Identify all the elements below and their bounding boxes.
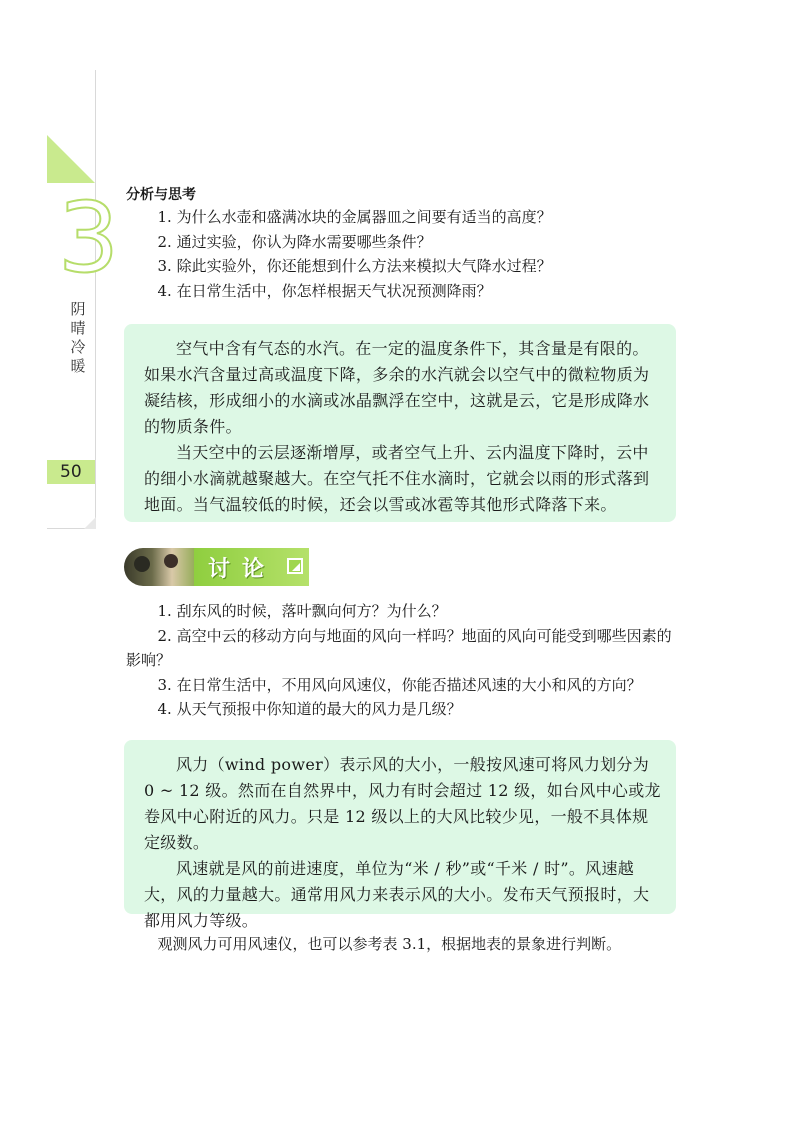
list-item: 1. 为什么水壶和盛满冰块的金属器皿之间要有适当的高度？ (157, 208, 552, 226)
list-item: 2. 通过实验，你认为降水需要哪些条件？ (157, 232, 432, 251)
closing-paragraph: 观测风力可用风速仪，也可以参考表 3.1，根据地表的景象进行判断。 (157, 935, 622, 953)
discussion-label: 讨论 (208, 557, 277, 582)
list-item: 3. 除此实验外，你还能想到什么方法来模拟大气降水过程？ (157, 257, 552, 275)
corner-arrow-icon (287, 558, 303, 574)
page-fold-decoration (47, 508, 95, 529)
chapter-number: 3 (58, 182, 120, 294)
info-box-precipitation (124, 324, 676, 522)
corner-triangle-decoration (47, 135, 95, 183)
margin-rule (95, 70, 96, 525)
analysis-question-list (126, 205, 686, 303)
info-paragraph: 风力（wind power）表示风的大小，一般按风速可将风力划分为 0 ~ 12 级。然而在自然界中，风力有时会超过 12 级，如台风中心或龙卷风中心附近的风力。只是 12 级以上的大风比较少见，一般不具体规定级数。 (144, 755, 661, 852)
list-item: 4. 在日常生活中，你怎样根据天气状况预测降雨？ (157, 281, 492, 300)
list-item: 1. 刮东风的时候，落叶飘向何方？为什么？ (157, 602, 447, 620)
students-photo-icon (124, 548, 204, 586)
discussion-question-list (126, 599, 678, 722)
discussion-banner (124, 548, 309, 586)
info-paragraph: 当天空中的云层逐渐增厚，或者空气上升、云内温度下降时，云中的细小水滴就越聚越大。在空气托不住水滴时，它就会以雨的形式落到地面。当气温较低的时候，还会以雪或冰雹等其他形式降落下来。 (144, 443, 650, 514)
chapter-title-vertical: 阴晴冷暖 (70, 300, 86, 375)
info-paragraph: 空气中含有气态的水汽。在一定的温度条件下，其含量是有限的。如果水汽含量过高或温度下降，多余的水汽就会以空气中的微粒物质为凝结核，形成细小的水滴或冰晶飘浮在空中，这就是云，它是形成降水的物质条件。 (144, 339, 650, 436)
info-paragraph: 风速就是风的前进速度，单位为“米 / 秒”或“千米 / 时”。风速越大，风的力量越大。通常用风力来表示风的大小。发布天气预报时，大都用风力等级。 (144, 859, 650, 930)
list-item: 4. 从天气预报中你知道的最大的风力是几级？ (157, 700, 462, 718)
list-item: 2. 高空中云的移动方向与地面的风向一样吗？地面的风向可能受到哪些因素的影响？ (126, 626, 672, 669)
list-item: 3. 在日常生活中，不用风向风速仪，你能否描述风速的大小和风的方向？ (157, 675, 642, 694)
page-number: 50 (60, 462, 82, 482)
section-heading-analysis: 分析与思考 (126, 187, 196, 203)
info-box-wind-power (124, 740, 676, 930)
